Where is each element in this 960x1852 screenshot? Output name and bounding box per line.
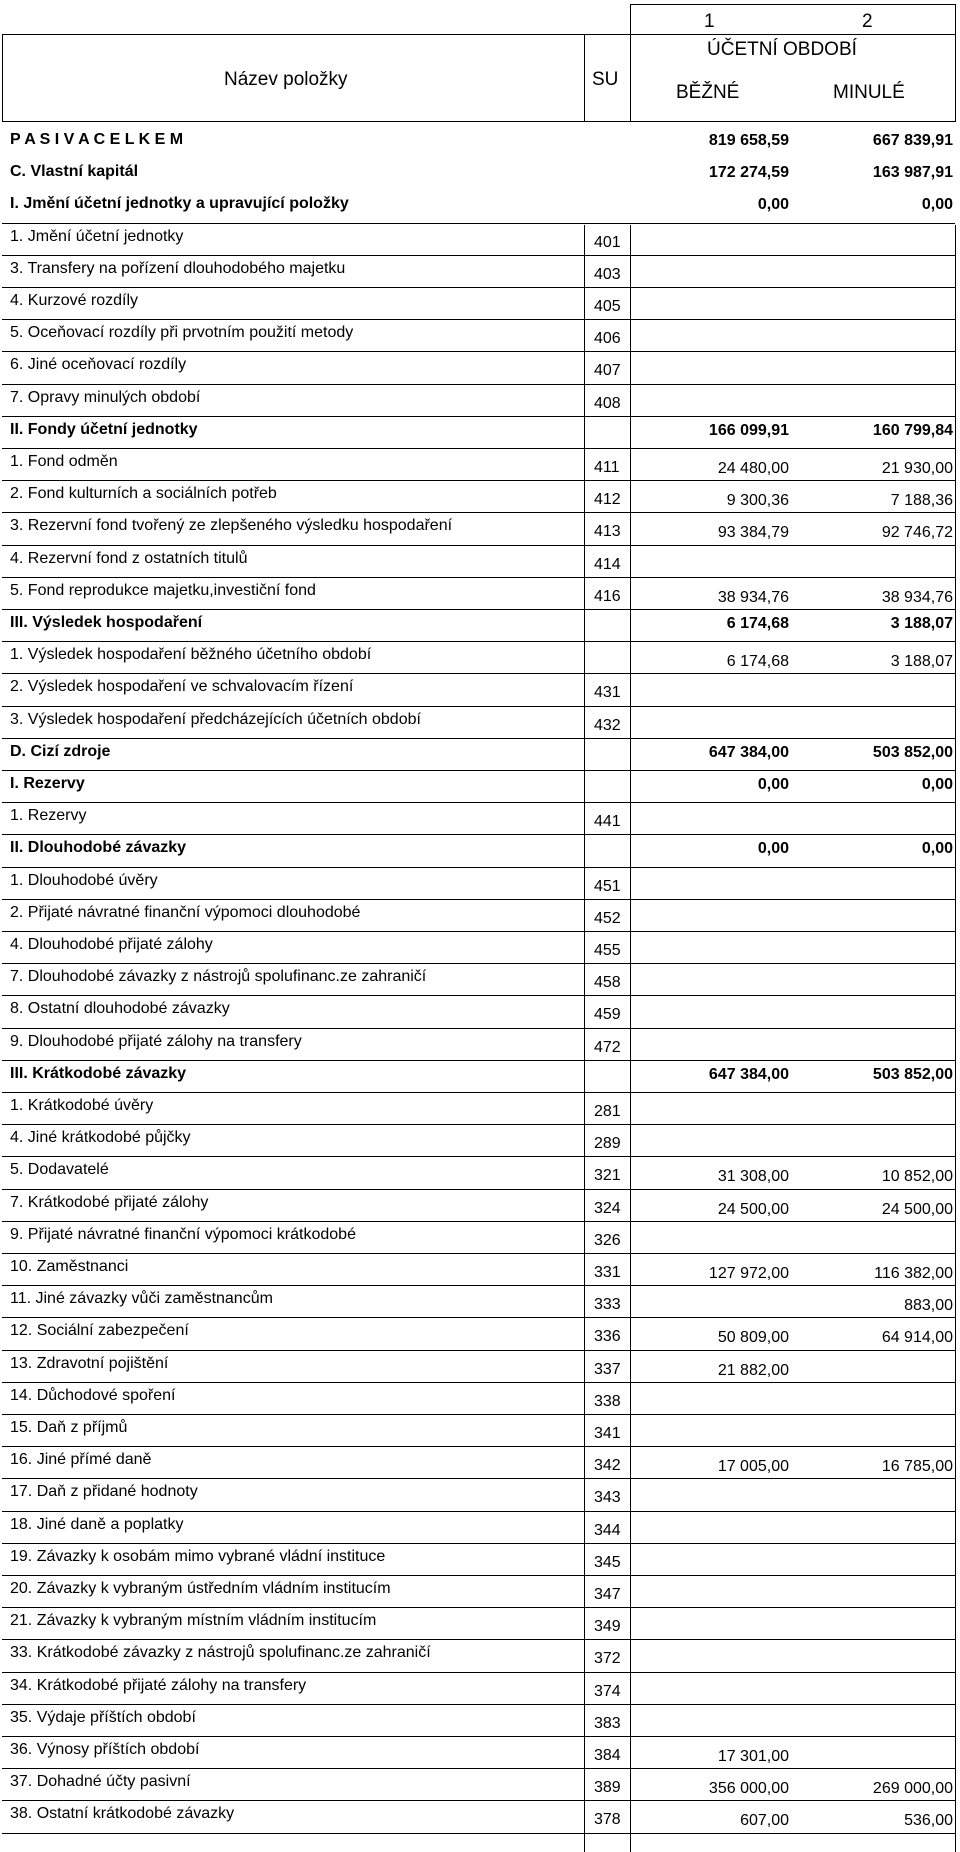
row-item-name: 1. Krátkodobé úvěry xyxy=(10,1097,154,1114)
row-su-code: 378 xyxy=(594,1811,621,1828)
row-current-period-value: 24 480,00 xyxy=(717,460,789,477)
row-previous-period-value: 10 852,00 xyxy=(881,1168,953,1185)
row-su-code: 345 xyxy=(594,1554,621,1571)
row-su-code: 472 xyxy=(594,1039,621,1056)
row-item-name: 1. Dlouhodobé úvěry xyxy=(10,872,158,889)
row-item-name: 35. Výdaje příštích období xyxy=(10,1709,196,1726)
row-su-code: 411 xyxy=(594,459,620,476)
table-row xyxy=(0,1706,960,1738)
table-row xyxy=(0,1319,960,1351)
header-bottom-border xyxy=(2,121,955,122)
row-item-name: 21. Závazky k vybraným místním vládním institucím xyxy=(10,1612,377,1629)
row-su-code: 441 xyxy=(594,813,621,830)
row-separator xyxy=(2,641,955,642)
table-row xyxy=(0,965,960,997)
row-item-name: 9. Dlouhodobé přijaté zálohy na transfery xyxy=(10,1033,302,1050)
table-row xyxy=(0,901,960,933)
row-separator xyxy=(2,995,955,996)
header-su-left-border xyxy=(584,34,585,122)
row-item-name: 5. Dodavatelé xyxy=(10,1161,109,1178)
table-row xyxy=(0,1191,960,1223)
row-su-code: 321 xyxy=(594,1167,621,1184)
column-header-name: Název položky xyxy=(224,69,348,90)
row-su-code: 389 xyxy=(594,1779,621,1796)
row-current-period-value: 0,00 xyxy=(757,840,789,857)
row-item-name: 17. Daň z přidané hodnoty xyxy=(10,1483,198,1500)
table-row xyxy=(0,804,960,836)
row-su-code: 408 xyxy=(594,395,621,412)
row-su-code: 414 xyxy=(594,556,621,573)
table-row xyxy=(0,1094,960,1126)
row-current-period-value: 356 000,00 xyxy=(708,1780,789,1797)
table-row xyxy=(0,418,960,450)
row-item-name: 18. Jiné daně a poplatky xyxy=(10,1516,184,1533)
row-separator xyxy=(2,287,955,288)
row-item-name: 20. Závazky k vybraným ústředním vládním institucím xyxy=(10,1580,391,1597)
row-item-name: 4. Dlouhodobé přijaté zálohy xyxy=(10,936,213,953)
table-row xyxy=(0,1384,960,1416)
row-current-period-value: 6 174,68 xyxy=(726,615,789,632)
row-item-name: II. Fondy účetní jednotky xyxy=(10,421,198,438)
row-separator xyxy=(2,416,955,417)
row-previous-period-value: 38 934,76 xyxy=(881,589,953,606)
row-previous-period-value: 0,00 xyxy=(921,840,953,857)
row-separator xyxy=(2,1704,955,1705)
row-separator xyxy=(2,512,955,513)
row-previous-period-value: 0,00 xyxy=(921,776,953,793)
row-item-name: 15. Daň z příjmů xyxy=(10,1419,128,1436)
row-su-code: 431 xyxy=(594,684,621,701)
table-row xyxy=(0,740,960,772)
header-top-border xyxy=(630,4,955,5)
row-separator xyxy=(2,802,955,803)
row-separator xyxy=(2,351,955,352)
row-previous-period-value: 16 785,00 xyxy=(881,1458,953,1475)
row-item-name: 2. Přijaté návratné finanční výpomoci dlouhodobé xyxy=(10,904,361,921)
row-item-name: 4. Jiné krátkodobé půjčky xyxy=(10,1129,191,1146)
row-item-name: D. Cizí zdroje xyxy=(10,743,111,760)
row-su-code: 416 xyxy=(594,588,621,605)
row-current-period-value: 647 384,00 xyxy=(708,1066,789,1083)
table-row xyxy=(0,611,960,643)
row-su-code: 331 xyxy=(594,1264,621,1281)
table-row xyxy=(0,579,960,611)
table-row xyxy=(0,1030,960,1062)
row-current-period-value: 0,00 xyxy=(757,776,789,793)
table-row xyxy=(0,1158,960,1190)
table-row xyxy=(0,1255,960,1287)
row-separator xyxy=(2,1156,955,1157)
row-current-period-value: 166 099,91 xyxy=(708,422,789,439)
row-separator xyxy=(2,1189,955,1190)
row-item-name: 2. Fond kulturních a sociálních potřeb xyxy=(10,485,277,502)
row-previous-period-value: 3 188,07 xyxy=(890,615,953,632)
header-left-border xyxy=(2,34,3,122)
row-separator xyxy=(2,1800,955,1801)
row-current-period-value: 17 301,00 xyxy=(717,1748,789,1765)
row-item-name: 10. Zaměstnanci xyxy=(10,1258,129,1275)
row-separator xyxy=(2,223,955,224)
table-row xyxy=(0,836,960,868)
row-separator xyxy=(2,1575,955,1576)
row-item-name: P A S I V A C E L K E M xyxy=(10,131,184,148)
row-previous-period-value: 116 382,00 xyxy=(874,1265,953,1282)
row-su-code: 412 xyxy=(594,491,621,508)
row-separator xyxy=(2,867,955,868)
row-previous-period-value: 3 188,07 xyxy=(890,653,953,670)
row-su-code: 432 xyxy=(594,717,621,734)
row-current-period-value: 6 174,68 xyxy=(726,653,789,670)
row-separator xyxy=(2,1639,955,1640)
row-su-code: 383 xyxy=(594,1715,621,1732)
header-su-right-border xyxy=(630,4,631,122)
table-row xyxy=(0,257,960,289)
row-su-code: 338 xyxy=(594,1393,621,1410)
row-previous-period-value: 667 839,91 xyxy=(872,132,953,149)
header-upper-border xyxy=(2,34,955,35)
row-separator xyxy=(2,577,955,578)
table-row xyxy=(0,386,960,418)
row-su-code: 349 xyxy=(594,1618,621,1635)
row-item-name: 1. Rezervy xyxy=(10,807,87,824)
row-su-code: 289 xyxy=(594,1135,621,1152)
row-separator xyxy=(2,673,955,674)
row-su-code: 347 xyxy=(594,1586,621,1603)
row-separator xyxy=(2,1350,955,1351)
row-current-period-value: 93 384,79 xyxy=(717,524,789,541)
table-row xyxy=(0,353,960,385)
row-su-code: 281 xyxy=(594,1103,621,1120)
column-header-current: BĚŽNÉ xyxy=(676,82,740,103)
table-row xyxy=(0,1738,960,1770)
table-row xyxy=(0,708,960,740)
row-item-name: 3. Výsledek hospodaření předcházejících účetních období xyxy=(10,711,421,728)
row-separator xyxy=(2,1060,955,1061)
row-item-name: 4. Kurzové rozdíly xyxy=(10,292,139,309)
table-row xyxy=(0,1126,960,1158)
table-row xyxy=(0,1352,960,1384)
row-separator xyxy=(2,1833,955,1834)
row-item-name: 36. Výnosy příštích období xyxy=(10,1741,200,1758)
row-item-name: 19. Závazky k osobám mimo vybrané vládní instituce xyxy=(10,1548,386,1565)
row-su-code: 374 xyxy=(594,1683,621,1700)
row-separator xyxy=(2,1768,955,1769)
row-item-name: C. Vlastní kapitál xyxy=(10,163,139,180)
row-item-name: 9. Přijaté návratné finanční výpomoci krátkodobé xyxy=(10,1226,356,1243)
row-su-code: 413 xyxy=(594,523,621,540)
row-item-name: 5. Oceňovací rozdíly při prvotním použití metody xyxy=(10,324,354,341)
row-su-code: 344 xyxy=(594,1522,621,1539)
row-current-period-value: 17 005,00 xyxy=(717,1458,789,1475)
row-su-code: 406 xyxy=(594,330,621,347)
row-separator xyxy=(2,770,955,771)
table-row xyxy=(0,1287,960,1319)
row-separator xyxy=(2,1317,955,1318)
row-separator xyxy=(2,448,955,449)
table-row xyxy=(0,772,960,804)
table-row xyxy=(0,1448,960,1480)
row-su-code: 451 xyxy=(594,878,621,895)
period-group-header: ÚČETNÍ OBDOBÍ xyxy=(707,39,857,60)
row-item-name: 7. Krátkodobé přijaté zálohy xyxy=(10,1194,209,1211)
row-separator xyxy=(2,609,955,610)
table-row xyxy=(0,225,960,257)
row-su-code: 326 xyxy=(594,1232,621,1249)
row-separator xyxy=(2,706,955,707)
row-separator xyxy=(2,1414,955,1415)
row-separator xyxy=(2,1124,955,1125)
row-separator xyxy=(2,1511,955,1512)
table-row xyxy=(0,289,960,321)
row-su-code: 337 xyxy=(594,1361,621,1378)
row-separator xyxy=(2,963,955,964)
row-separator xyxy=(2,1092,955,1093)
row-su-code: 342 xyxy=(594,1457,621,1474)
row-item-name: 12. Sociální zabezpečení xyxy=(10,1322,189,1339)
table-row xyxy=(0,1223,960,1255)
row-current-period-value: 50 809,00 xyxy=(717,1329,789,1346)
row-separator xyxy=(2,1285,955,1286)
row-item-name: I. Jmění účetní jednotky a upravující položky xyxy=(10,195,349,212)
column-number-2: 2 xyxy=(862,11,873,32)
row-item-name: 13. Zdravotní pojištění xyxy=(10,1355,169,1372)
row-su-code: 341 xyxy=(594,1425,621,1442)
row-su-code: 324 xyxy=(594,1200,621,1217)
row-separator xyxy=(2,1478,955,1479)
row-previous-period-value: 92 746,72 xyxy=(881,524,953,541)
row-item-name: 2. Výsledek hospodaření ve schvalovacím řízení xyxy=(10,678,354,695)
row-current-period-value: 21 882,00 xyxy=(717,1362,789,1379)
row-item-name: 1. Fond odměn xyxy=(10,453,118,470)
row-item-name: 7. Dlouhodobé závazky z nástrojů spolufinanc.ze zahraničí xyxy=(10,968,427,985)
table-row xyxy=(0,643,960,675)
row-su-code: 343 xyxy=(594,1489,621,1506)
row-separator xyxy=(2,1253,955,1254)
row-item-name: 6. Jiné oceňovací rozdíly xyxy=(10,356,187,373)
row-su-code: 458 xyxy=(594,974,621,991)
row-su-code: 405 xyxy=(594,298,621,315)
row-current-period-value: 0,00 xyxy=(757,196,789,213)
row-su-code: 333 xyxy=(594,1296,621,1313)
table-row xyxy=(0,192,960,224)
row-item-name: I. Rezervy xyxy=(10,775,85,792)
column-header-previous: MINULÉ xyxy=(833,82,905,103)
table-row xyxy=(0,675,960,707)
row-item-name: 14. Důchodové spoření xyxy=(10,1387,176,1404)
row-current-period-value: 24 500,00 xyxy=(717,1201,789,1218)
table-row xyxy=(0,1062,960,1094)
table-row xyxy=(0,1802,960,1834)
column-header-su: SU xyxy=(592,69,619,90)
row-separator xyxy=(2,1446,955,1447)
table-row xyxy=(0,1641,960,1673)
row-su-code: 407 xyxy=(594,362,621,379)
header-right-border xyxy=(955,4,956,122)
row-current-period-value: 819 658,59 xyxy=(708,132,789,149)
row-su-code: 336 xyxy=(594,1328,621,1345)
table-row xyxy=(0,933,960,965)
row-current-period-value: 172 274,59 xyxy=(708,164,789,181)
row-previous-period-value: 160 799,84 xyxy=(872,422,953,439)
row-item-name: 11. Jiné závazky vůči zaměstnancům xyxy=(10,1290,273,1307)
row-current-period-value: 9 300,36 xyxy=(726,492,789,509)
row-separator xyxy=(2,1028,955,1029)
row-separator xyxy=(2,931,955,932)
row-item-name: 8. Ostatní dlouhodobé závazky xyxy=(10,1000,230,1017)
row-item-name: II. Dlouhodobé závazky xyxy=(10,839,187,856)
row-previous-period-value: 536,00 xyxy=(904,1812,953,1829)
row-separator xyxy=(2,1543,955,1544)
row-su-code: 401 xyxy=(594,234,621,251)
row-item-name: 37. Dohadné účty pasivní xyxy=(10,1773,191,1790)
row-item-name: 3. Rezervní fond tvořený ze zlepšeného výsledku hospodaření xyxy=(10,517,453,534)
row-previous-period-value: 64 914,00 xyxy=(881,1329,953,1346)
row-previous-period-value: 883,00 xyxy=(904,1297,953,1314)
row-current-period-value: 127 972,00 xyxy=(708,1265,789,1282)
row-separator xyxy=(2,738,955,739)
row-separator xyxy=(2,1382,955,1383)
row-separator xyxy=(2,545,955,546)
row-separator xyxy=(2,834,955,835)
table-row xyxy=(0,160,960,192)
row-item-name: 1. Výsledek hospodaření běžného účetního období xyxy=(10,646,372,663)
row-item-name: 16. Jiné přímé daně xyxy=(10,1451,152,1468)
row-previous-period-value: 163 987,91 xyxy=(872,164,953,181)
row-item-name: 7. Opravy minulých období xyxy=(10,389,201,406)
row-item-name: 5. Fond reprodukce majetku,investiční fond xyxy=(10,582,316,599)
row-previous-period-value: 503 852,00 xyxy=(872,1066,953,1083)
row-separator xyxy=(2,255,955,256)
row-su-code: 452 xyxy=(594,910,621,927)
table-row xyxy=(0,1609,960,1641)
table-row xyxy=(0,321,960,353)
table-row xyxy=(0,482,960,514)
row-item-name: III. Výsledek hospodaření xyxy=(10,614,203,631)
row-current-period-value: 38 934,76 xyxy=(717,589,789,606)
row-separator xyxy=(2,1607,955,1608)
row-separator xyxy=(2,1736,955,1737)
row-separator xyxy=(2,1221,955,1222)
row-item-name: 3. Transfery na pořízení dlouhodobého majetku xyxy=(10,260,346,277)
table-row xyxy=(0,1577,960,1609)
table-row xyxy=(0,128,960,160)
row-separator xyxy=(2,319,955,320)
table-row xyxy=(0,1480,960,1512)
table-row xyxy=(0,547,960,579)
table-row xyxy=(0,1674,960,1706)
row-previous-period-value: 269 000,00 xyxy=(872,1780,953,1797)
row-previous-period-value: 7 188,36 xyxy=(890,492,953,509)
row-previous-period-value: 0,00 xyxy=(921,196,953,213)
table-row xyxy=(0,514,960,546)
row-item-name: III. Krátkodobé závazky xyxy=(10,1065,187,1082)
table-row xyxy=(0,1545,960,1577)
row-su-code: 403 xyxy=(594,266,621,283)
row-current-period-value: 31 308,00 xyxy=(717,1168,789,1185)
row-previous-period-value: 21 930,00 xyxy=(881,460,953,477)
row-separator xyxy=(2,384,955,385)
row-su-code: 455 xyxy=(594,942,621,959)
row-previous-period-value: 503 852,00 xyxy=(872,744,953,761)
row-su-code: 384 xyxy=(594,1747,621,1764)
table-row xyxy=(0,1416,960,1448)
row-previous-period-value: 24 500,00 xyxy=(881,1201,953,1218)
row-item-name: 33. Krátkodobé závazky z nástrojů spolufinanc.ze zahraničí xyxy=(10,1644,431,1661)
row-separator xyxy=(2,1672,955,1673)
row-separator xyxy=(2,899,955,900)
table-row xyxy=(0,1770,960,1802)
row-item-name: 1. Jmění účetní jednotky xyxy=(10,228,184,245)
row-item-name: 34. Krátkodobé přijaté zálohy na transfery xyxy=(10,1677,307,1694)
row-current-period-value: 647 384,00 xyxy=(708,744,789,761)
table-row xyxy=(0,997,960,1029)
row-item-name: 4. Rezervní fond z ostatních titulů xyxy=(10,550,248,567)
column-number-1: 1 xyxy=(704,11,715,32)
table-row xyxy=(0,450,960,482)
table-row xyxy=(0,869,960,901)
row-current-period-value: 607,00 xyxy=(740,1812,789,1829)
row-item-name: 38. Ostatní krátkodobé závazky xyxy=(10,1805,235,1822)
row-su-code: 372 xyxy=(594,1650,621,1667)
table-row xyxy=(0,1513,960,1545)
row-su-code: 459 xyxy=(594,1006,621,1023)
row-separator xyxy=(2,480,955,481)
